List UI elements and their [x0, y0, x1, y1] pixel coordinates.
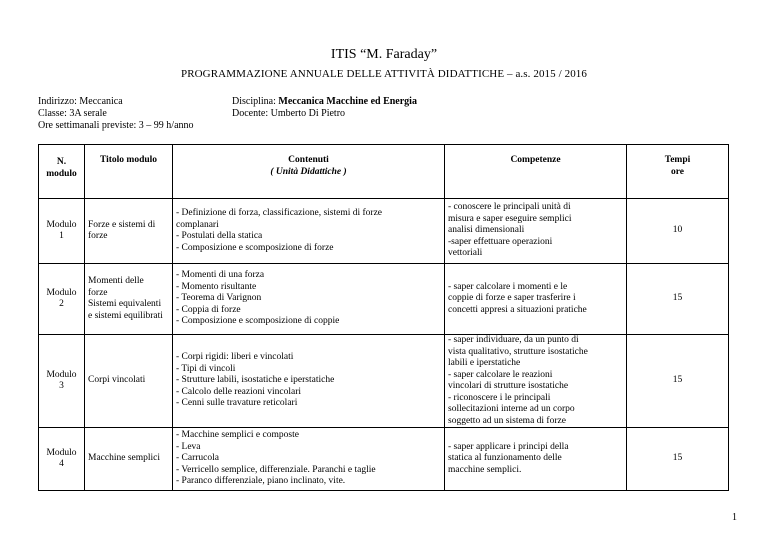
ore-cell: 15: [627, 264, 729, 335]
header-n-modulo: N. modulo: [39, 145, 85, 199]
competenze-cell: - saper calcolare i momenti e le coppie di forze e saper trasferire i concetti appresi a situazioni pratiche: [445, 264, 627, 335]
document-title: ITIS “M. Faraday”: [330, 47, 438, 62]
ore-cell: 15: [627, 428, 729, 491]
modulo-cell: Modulo 1: [39, 199, 85, 264]
docente-text: Docente: Umberto Di Pietro: [232, 108, 346, 119]
document-subtitle: PROGRAMMAZIONE ANNUALE DELLE ATTIVITÀ DIDATTICHE – a.s. 2015 / 2016: [180, 68, 588, 80]
modulo-cell: Modulo 3: [39, 335, 85, 428]
titolo-cell: Macchine semplici: [85, 428, 173, 491]
ore-cell: 15: [627, 335, 729, 428]
competenze-cell: - saper applicare i principi della statica al funzionamento delle macchine semplici.: [445, 428, 627, 491]
table-row: [39, 428, 729, 491]
program-table: [38, 144, 729, 491]
indirizzo-text: Indirizzo: Meccanica: [38, 96, 123, 107]
course-info: [38, 96, 194, 132]
modulo-cell: Modulo 2: [39, 264, 85, 335]
competenze-cell: - saper individuare, da un punto di vista qualitativo, strutture isostatiche labili e iperstatiche - saper calcolare le reazioni vincolari di strutture isostatiche - riconoscere i le principali sollecitazioni interne ad un corpo soggetto ad un sistema di forze: [445, 335, 627, 428]
table-row: [39, 199, 729, 264]
titolo-cell: Corpi vincolati: [85, 335, 173, 428]
disciplina-value: Meccanica Macchine ed Energia: [278, 96, 417, 107]
contenuti-cell: - Momenti di una forza - Momento risultante - Teorema di Varignon - Coppia di forze - Composizione e scomposizione di coppie: [173, 264, 445, 335]
header-contenuti: Contenuti ( Unità Didattiche ): [173, 145, 445, 199]
disciplina-line: [232, 96, 417, 108]
ore-settimanali-text: Ore settimanali previste: 3 – 99 h/anno: [38, 120, 194, 131]
contenuti-cell: - Macchine semplici e composte - Leva - Carrucola - Verricello semplice, differenziale. Paranchi e taglie - Paranco differenziale, piano inclinato, vite.: [173, 428, 445, 491]
table-header-row: [39, 145, 729, 199]
modulo-cell: Modulo 4: [39, 428, 85, 491]
header-competenze: Competenze: [445, 145, 627, 199]
titolo-cell: Momenti delle forze Sistemi equivalenti e sistemi equilibrati: [85, 264, 173, 335]
ore-cell: 10: [627, 199, 729, 264]
competenze-cell: - conoscere le principali unità di misura e saper eseguire semplici analisi dimensionali -saper effettuare operazioni vettoriali: [445, 199, 627, 264]
contenuti-cell: - Corpi rigidi: liberi e vincolati - Tipi di vincoli - Strutture labili, isostatiche e iperstatiche - Calcolo delle reazioni vincolari - Cenni sulle travature reticolari: [173, 335, 445, 428]
contenuti-cell: - Definizione di forza, classificazione, sistemi di forze complanari - Postulati della statica - Composizione e scomposizione di forze: [173, 199, 445, 264]
disciplina-label: Disciplina:: [232, 96, 279, 107]
table-row: [39, 335, 729, 428]
titolo-cell: Forze e sistemi di forze: [85, 199, 173, 264]
header-titolo: Titolo modulo: [85, 145, 173, 199]
table-row: [39, 264, 729, 335]
header-tempi: Tempi ore: [627, 145, 729, 199]
classe-text: Classe: 3A serale: [38, 108, 107, 119]
page-number: 1: [732, 512, 737, 523]
discipline-info: [232, 96, 417, 120]
